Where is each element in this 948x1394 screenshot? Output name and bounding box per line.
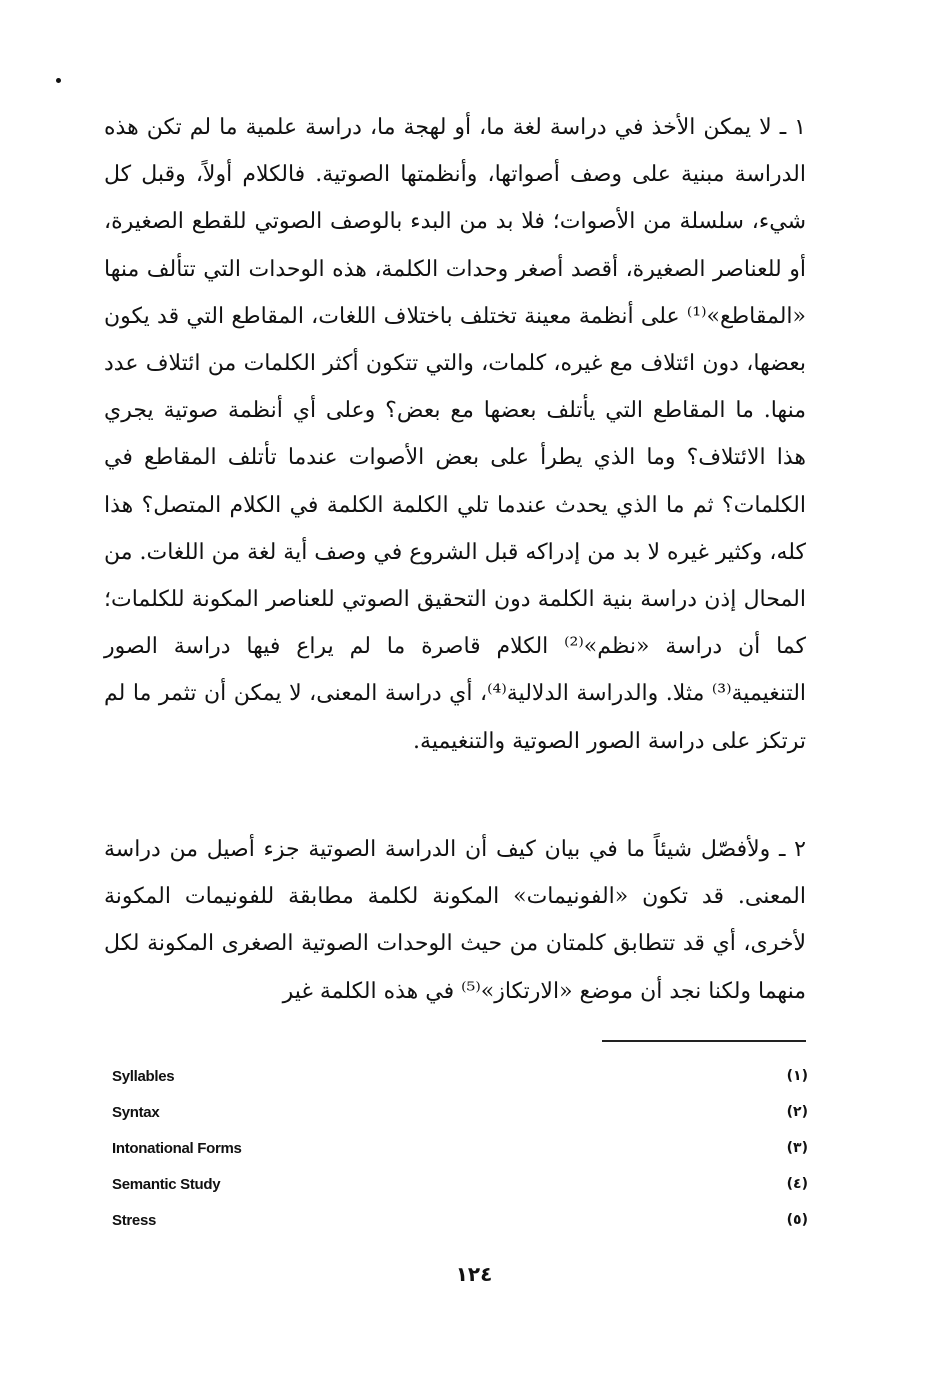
- footnote-term: Semantic Study: [112, 1175, 221, 1193]
- paragraph-1-text: ١ ـ لا يمكن الأخذ في دراسة لغة ما، أو لهجة ما، دراسة علمية ما لم تكن هذه الدراسة مبنية على وصف أصواتها، وأنظمتها الصوتية. فالكلام أولاً، وقبل كل شيء، سلسلة من الأصوات؛ فلا بد من البدء بالوصف الصوتي للقطع الصغيرة، أو للعناصر الصغيرة، أقصد أصغر وحدات الكلمة، هذه الوحدات التي تتألف منها «المقاطع»⁽¹⁾ على أنظمة معينة تختلف باختلاف اللغات، المقاطع التي قد يكون بعضها، دون ائتلاف مع غيره، كلمات، والتي تتكون أكثر الكلمات من ائتلاف عدد منها. ما المقاطع التي يأتلف بعضها مع بعض؟ وعلى أي أنظمة صوتية يجري هذا الائتلاف؟ وما الذي يطرأ على بعض الأصوات عندما تأتلف المقاطع في الكلمات؟ ثم ما الذي يحدث عندما تلي الكلمة الكلمة في الكلام المتصل؟ هذا كله، وكثير غيره لا بد من إدراكه قبل الشروع في وصف أية لغة من اللغات. من المحال إذن دراسة بنية الكلمة دون التحقيق الصوتي للعناصر المكونة للكلمات؛ كما أن دراسة «نظم»⁽²⁾ الكلام قاصرة ما لم يراع فيها دراسة الصور التنغيمية⁽³⁾ مثلا. والدراسة الدلالية⁽⁴⁾، أي دراسة المعنى، لا يمكن أن تثمر ما لم ترتكز على دراسة الصور الصوتية والتنغيمية.: [104, 115, 807, 754]
- footnote-number: (٥): [786, 1212, 808, 1228]
- footnote-5: [112, 1202, 808, 1238]
- page-number: ١٢٤: [455, 1262, 493, 1286]
- footnote-term: Syllables: [112, 1067, 175, 1085]
- footnote-number: (٤): [786, 1176, 808, 1192]
- footnote-1: [112, 1058, 808, 1094]
- stray-dot: [56, 78, 61, 83]
- footnote-number: (٢): [786, 1104, 808, 1120]
- paragraph-2-text: ٢ ـ ولأفصّل شيئاً ما في بيان كيف أن الدراسة الصوتية جزء أصيل من دراسة المعنى. قد تكون «الفونيمات» المكونة لكلمة مطابقة للفونيمات المكونة لأخرى، أي قد تتطابق كلمتان من حيث الوحدات الصوتية الصغرى المكونة لكل منهما ولكنا نجد أن موضع «الارتكاز»⁽⁵⁾ في هذه الكلمة غير: [104, 837, 806, 1004]
- paragraph-2: [104, 826, 806, 1015]
- footnote-2: [112, 1094, 808, 1130]
- footnote-term: Syntax: [112, 1103, 160, 1121]
- footnote-number: (١): [786, 1068, 808, 1084]
- footnote-term: Stress: [112, 1211, 157, 1229]
- footnote-4: [112, 1166, 808, 1202]
- footnote-term: Intonational Forms: [112, 1139, 242, 1157]
- footnotes: [112, 1058, 808, 1238]
- footnote-number: (٣): [786, 1140, 808, 1156]
- paragraph-1: [104, 104, 806, 765]
- footnote-3: [112, 1130, 808, 1166]
- footnote-separator: [602, 1040, 806, 1042]
